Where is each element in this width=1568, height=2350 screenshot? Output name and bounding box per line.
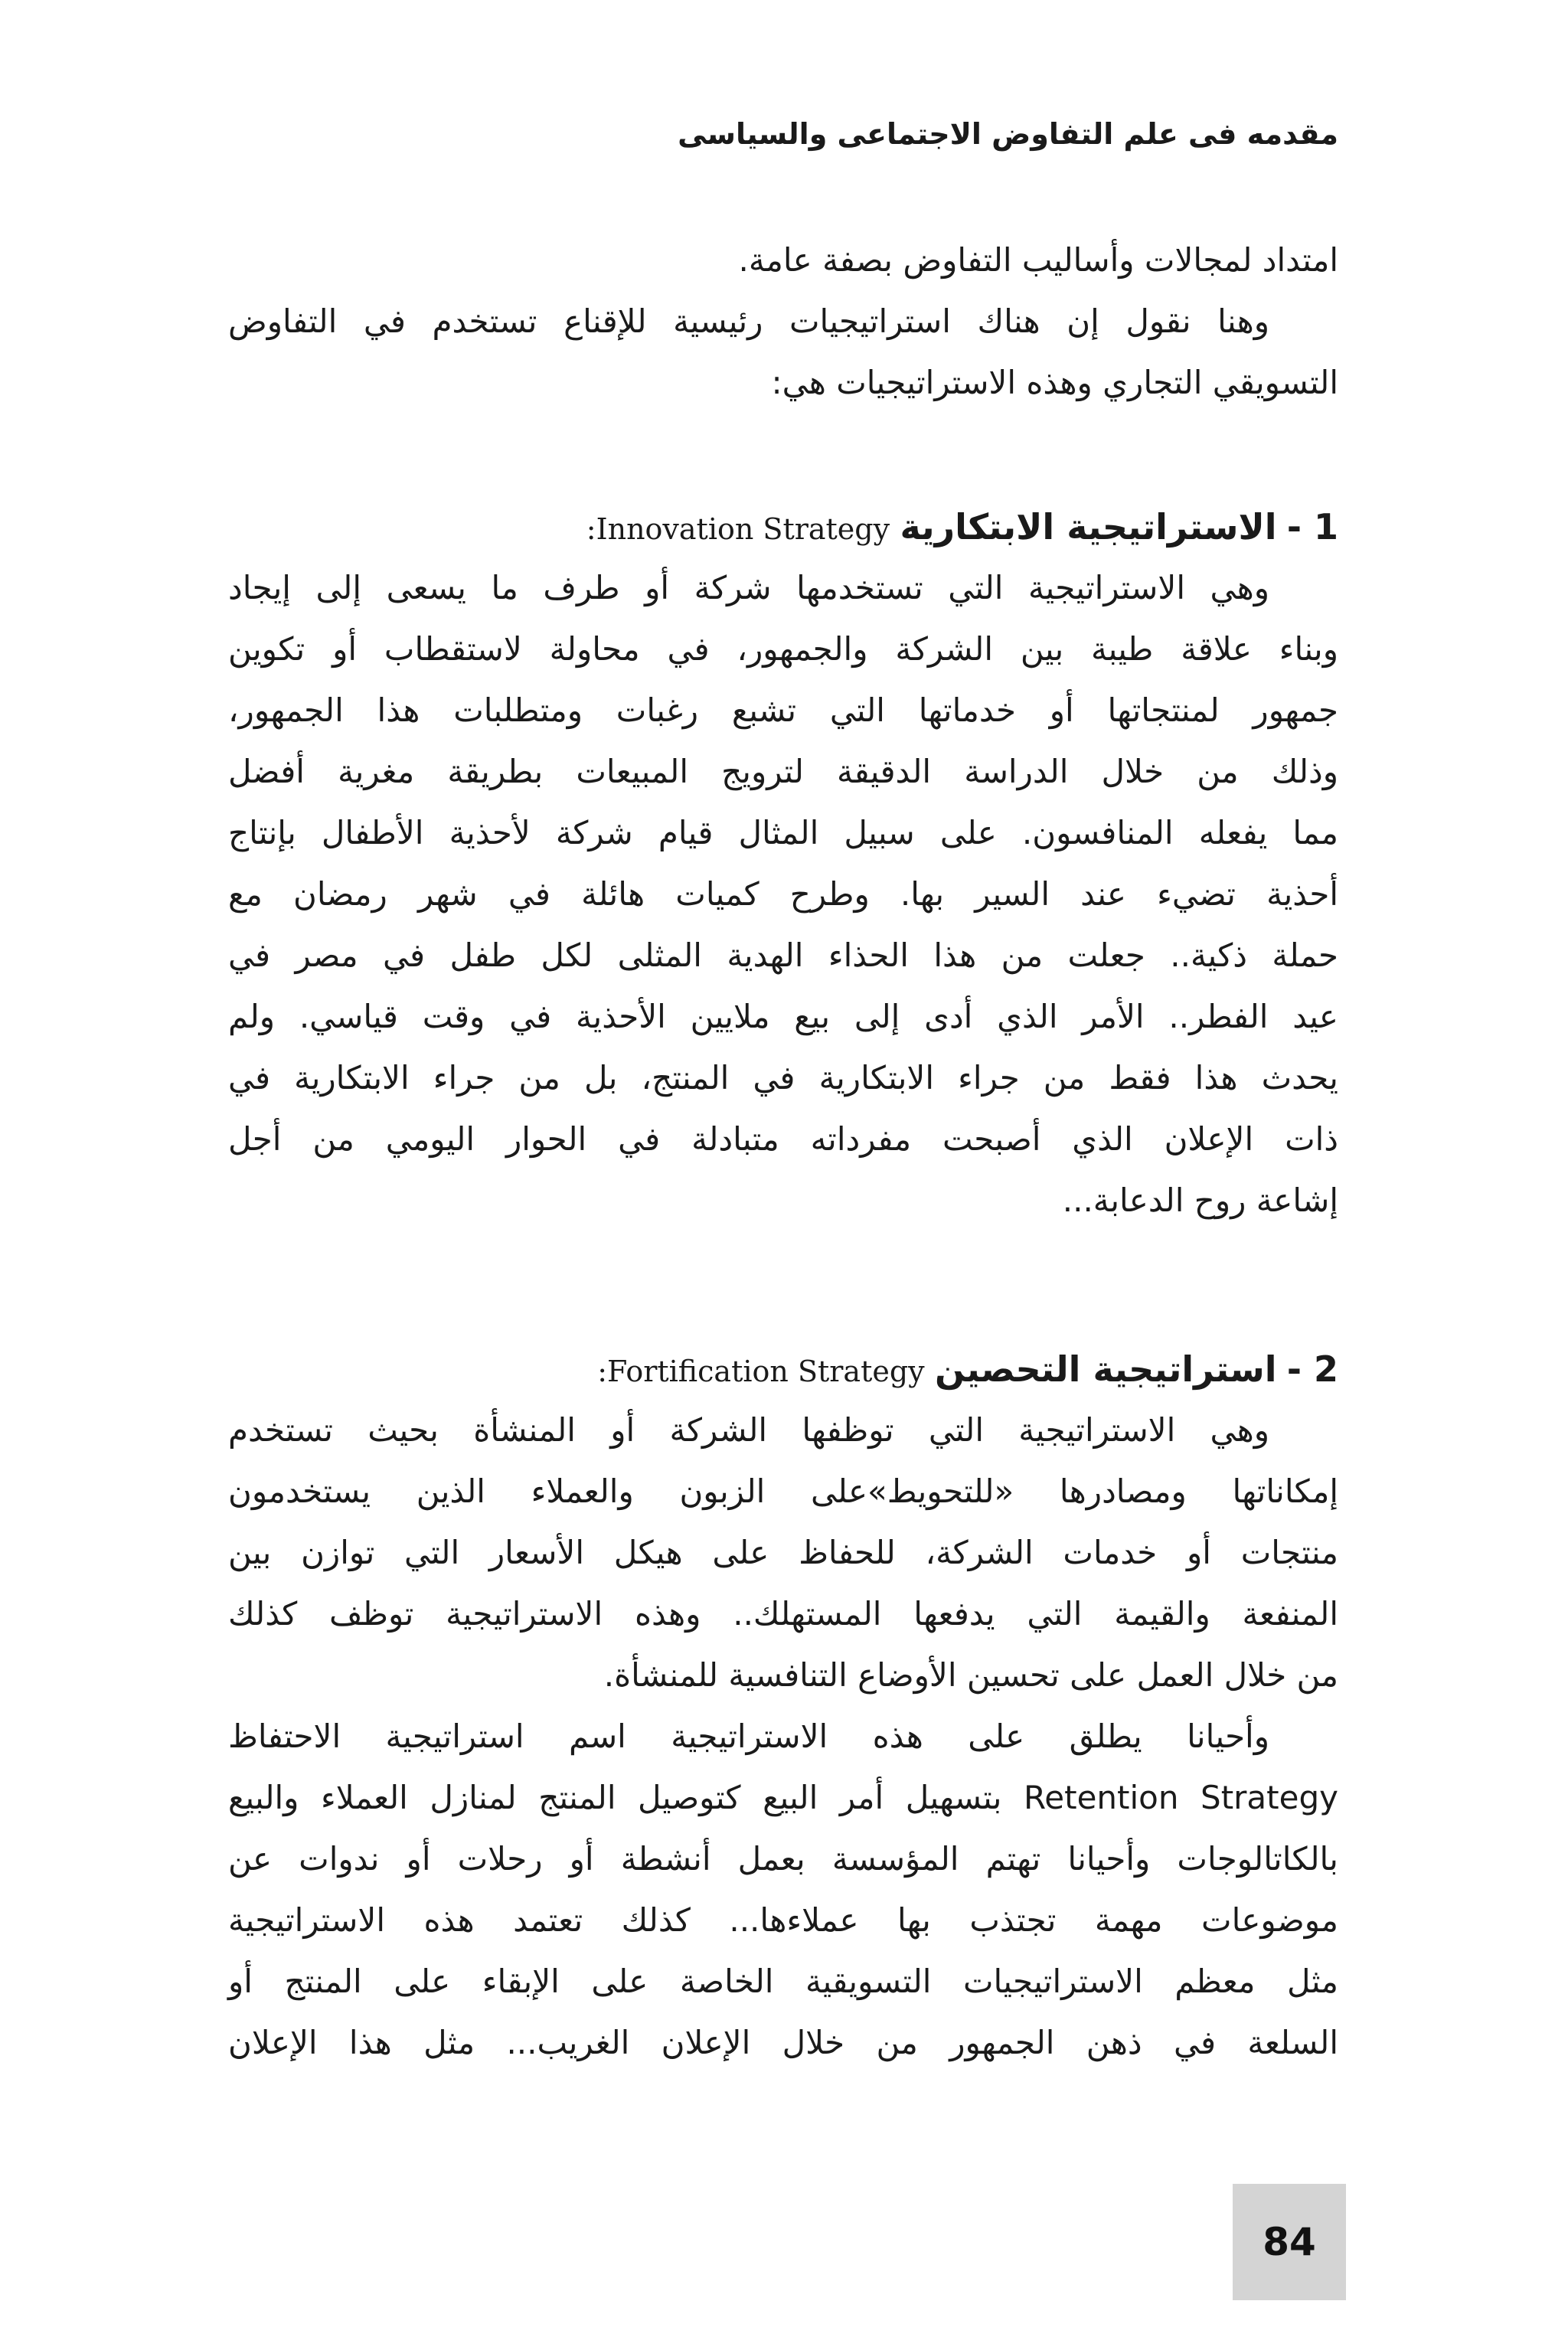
section-1-line: وذلك من خلال الدراسة الدقيقة لترويج المبيعات بطريقة مغرية أفضل bbox=[228, 753, 1338, 790]
section-2-line: المنفعة والقيمة التي يدفعها المستهلك.. وهذه الاستراتيجية توظف كذلك bbox=[228, 1595, 1338, 1633]
section-2-line: بالكاتالوجات وأحيانا تهتم المؤسسة بعمل أنشطة أو رحلات أو ندوات عن bbox=[228, 1840, 1338, 1878]
section-2-number: 2 - bbox=[1286, 1348, 1338, 1390]
section-1-title-en: Innovation Strategy: bbox=[586, 512, 890, 546]
section-1-heading bbox=[228, 496, 1338, 557]
intro-line-2: وهنا نقول إن هناك استراتيجيات رئيسية للإقناع تستخدم في التفاوض bbox=[228, 302, 1269, 340]
section-2 bbox=[228, 1338, 1338, 2074]
section-2-heading bbox=[228, 1338, 1338, 1400]
section-1-line: أحذية تضيء عند السير بها. وطرح كميات هائلة في شهر رمضان مع bbox=[228, 875, 1338, 913]
section-2-title-ar: استراتيجية التحصين bbox=[934, 1348, 1277, 1390]
intro-paragraph bbox=[228, 230, 1338, 413]
section-1-title-ar: الاستراتيجية الابتكارية bbox=[900, 506, 1277, 547]
section-1-line: حملة ذكية.. جعلت من هذا الحذاء الهدية المثلى لكل طفل في مصر في bbox=[228, 936, 1338, 974]
section-2-line: السلعة في ذهن الجمهور من خلال الإعلان الغريب... مثل هذا الإعلان bbox=[228, 2024, 1338, 2061]
running-header: مقدمه فى علم التفاوض الاجتماعى والسياسى bbox=[678, 117, 1338, 151]
section-1-line: يحدث هذا فقط من جراء الابتكارية في المنتج، بل من جراء الابتكارية في bbox=[228, 1059, 1338, 1097]
section-1-line: ذات الإعلان الذي أصبحت مفرداته متبادلة في الحوار اليومي من أجل bbox=[228, 1120, 1338, 1158]
section-2-line: منتجات أو خدمات الشركة، للحفاظ على هيكل الأسعار التي توازن بين bbox=[228, 1534, 1338, 1571]
section-1-line: مما يفعله المنافسون. على سبيل المثال قيام شركة لأحذية الأطفال بإنتاج bbox=[228, 814, 1338, 851]
section-2-line: Retention Strategy بتسهيل أمر البيع كتوصيل المنتج لمنازل العملاء والبيع bbox=[228, 1779, 1338, 1816]
section-1 bbox=[228, 496, 1338, 1231]
section-2-title-en: Fortification Strategy: bbox=[597, 1355, 925, 1388]
section-1-number: 1 - bbox=[1286, 506, 1338, 547]
section-1-line: جمهور لمنتجاتها أو خدماتها التي تشبع رغبات ومتطلبات هذا الجمهور، bbox=[228, 691, 1338, 729]
section-2-line: موضوعات مهمة تجتذب بها عملاءها... كذلك تعتمد هذه الاستراتيجية bbox=[228, 1901, 1338, 1939]
section-1-line: وهي الاستراتيجية التي تستخدمها شركة أو طرف ما يسعى إلى إيجاد bbox=[228, 569, 1269, 606]
section-2-line: إمكاناتها ومصادرها «للتحويط»على الزبون والعملاء الذين يستخدمون bbox=[228, 1472, 1338, 1510]
section-2-line: من خلال العمل على تحسين الأوضاع التنافسية للمنشأة. bbox=[603, 1656, 1338, 1694]
section-1-line: إشاعة روح الدعابة... bbox=[1062, 1182, 1338, 1219]
section-1-line: عيد الفطر.. الأمر الذي أدى إلى بيع ملايين الأحذية في وقت قياسي. ولم bbox=[228, 998, 1338, 1035]
intro-line-3: التسويقي التجاري وهذه الاستراتيجيات هي: bbox=[771, 364, 1338, 401]
page-number-box bbox=[1233, 2184, 1346, 2300]
section-2-line: وهي الاستراتيجية التي توظفها الشركة أو المنشأة بحيث تستخدم bbox=[228, 1411, 1269, 1449]
section-2-line: وأحيانا يطلق على هذه الاستراتيجية اسم استراتيجية الاحتفاظ bbox=[228, 1718, 1269, 1755]
section-2-line: مثل معظم الاستراتيجيات التسويقية الخاصة على الإبقاء على المنتج أو bbox=[228, 1963, 1338, 2000]
page-number: 84 bbox=[1263, 2220, 1316, 2264]
section-1-line: وبناء علاقة طيبة بين الشركة والجمهور، في محاولة لاستقطاب أو تكوين bbox=[228, 630, 1338, 668]
intro-line-1: امتداد لمجالات وأساليب التفاوض بصفة عامة. bbox=[738, 241, 1338, 279]
